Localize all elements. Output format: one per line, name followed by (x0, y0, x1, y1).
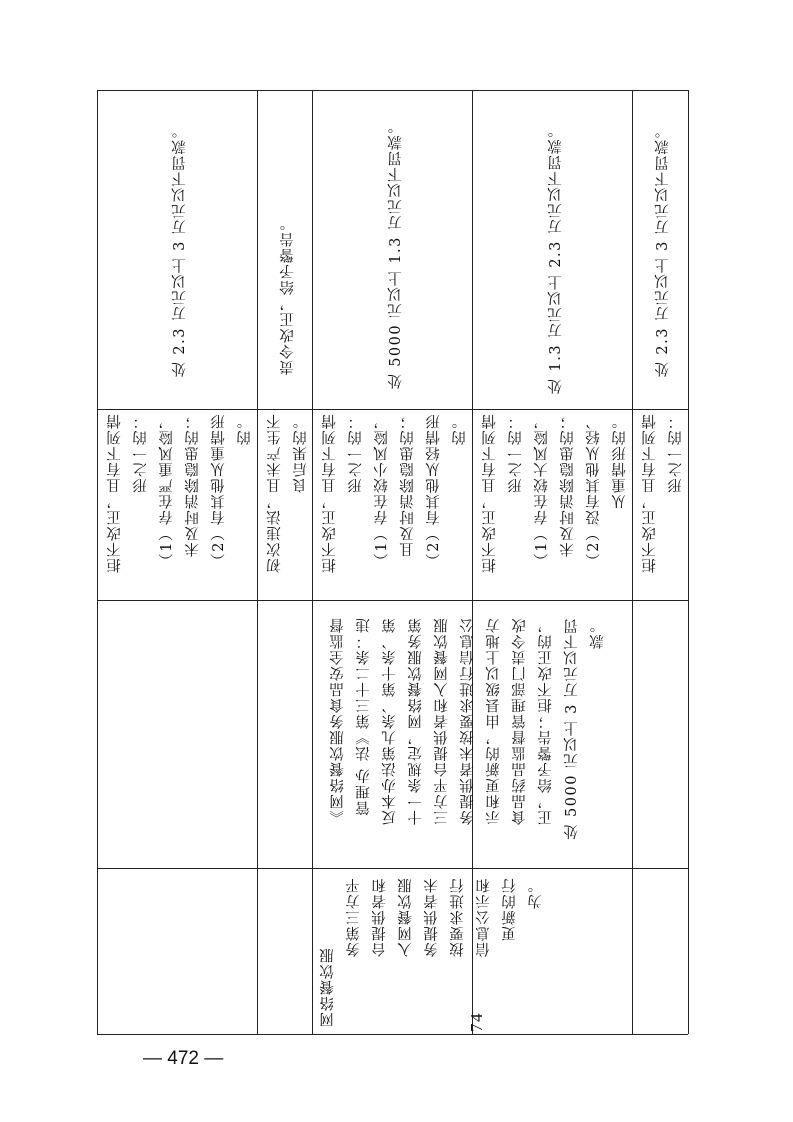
cond-line: 拒不改正，且有下列情 (482, 413, 498, 573)
name-line: 入网餐饮服 (398, 877, 414, 957)
cond-line: 拒不改正，且有下列情 (642, 413, 658, 573)
legal-basis-line: 三方平台提供者和入网餐饮服 (434, 617, 450, 825)
row-number: 74 (467, 1012, 486, 1032)
cond-line: 形之一的： (668, 413, 684, 493)
cond-line: （1）存在较小风险， (374, 413, 390, 568)
cond-line: 良后果的。 (293, 413, 309, 493)
name-line: 务第三方平 (346, 877, 362, 957)
legal-basis-line: 务提供者未按要求进行信息公 (460, 617, 476, 825)
penalty-light: 处 5000 元以上 1.3 万元以下罚款。 (388, 118, 404, 389)
legal-basis-line: 管理办 法》第三十二条：违 (356, 617, 372, 816)
legal-basis-line: 正，给予警告；拒不改正的， (538, 617, 554, 825)
legal-basis-line: 处 5000 元以上 3 万元以下罚 (564, 617, 580, 840)
cond-line: （2）有其他从轻情形 (426, 413, 442, 568)
cond-line: 从重情形的。 (612, 413, 628, 509)
item-name (498, 877, 523, 941)
name-line: 按要求进行 (450, 877, 466, 957)
item-name (524, 877, 549, 909)
name-line: 网络餐饮服 (320, 947, 336, 1027)
cond-line: 形之一的： (348, 413, 364, 493)
name-line: 信息公示和 (476, 877, 492, 957)
legal-basis-line: 十一条规定，网络餐饮服务第 (408, 617, 424, 825)
legal-basis-line: 食品药品监督管理部门责令改 (512, 617, 528, 825)
cond-line: （2）没有其他从轻、 (586, 413, 602, 568)
penalty-bottom-serious: 处 2.3 万元以上 3 万元以下罚款。 (655, 122, 671, 377)
cond-line: 的。 (452, 413, 468, 445)
cond-line: （2）有其他从重情形 (211, 413, 227, 568)
item-name (420, 877, 445, 957)
item-name (368, 877, 393, 957)
cond-line: （1）存在严重风险， (159, 413, 175, 568)
penalty-first-offense: 责令改正，给予警告。 (280, 215, 296, 375)
item-name (472, 877, 497, 957)
cond-line: （1）存在较大风险， (534, 413, 550, 568)
legal-basis-line: 《网络餐饮服务食品安全监督 (330, 617, 346, 825)
item-name (394, 877, 419, 957)
legal-basis-line: 款。 (590, 617, 606, 649)
cond-line: 初次违法，且未产生不 (267, 413, 283, 573)
cond-line: 拒不改正，且有下列情 (322, 413, 338, 573)
item-name (316, 877, 341, 1027)
page-number: — 472 — (143, 1048, 224, 1069)
legal-basis-line: 示和更新的，由县级以上地方 (486, 617, 502, 825)
penalty-top-serious: 处 2.3 万元以上 3 万元以下罚款。 (172, 122, 188, 377)
cond-line: 的。 (237, 413, 253, 445)
item-name (446, 877, 471, 957)
cond-line: 且及时消除隐患的； (400, 413, 416, 557)
legal-basis-line: 反本办法第九条、第十条、第 (382, 617, 398, 825)
cond-line: 拒不改正，且有下列情 (107, 413, 123, 573)
name-line: 更新的行 (502, 877, 518, 941)
name-line: 为。 (528, 877, 544, 909)
cond-line: 形之一的： (508, 413, 524, 493)
cond-line: 未及时消除隐患的； (560, 413, 576, 557)
cond-line: 未及时消除隐患的； (185, 413, 201, 557)
name-line: 台提供者和 (372, 877, 388, 957)
cond-line: 形之一的： (133, 413, 149, 493)
item-name (342, 877, 367, 957)
penalty-general: 处 1.3 万元以上 2.3 万元以下罚款。 (548, 122, 564, 394)
name-line: 务提供者未 (424, 877, 440, 957)
